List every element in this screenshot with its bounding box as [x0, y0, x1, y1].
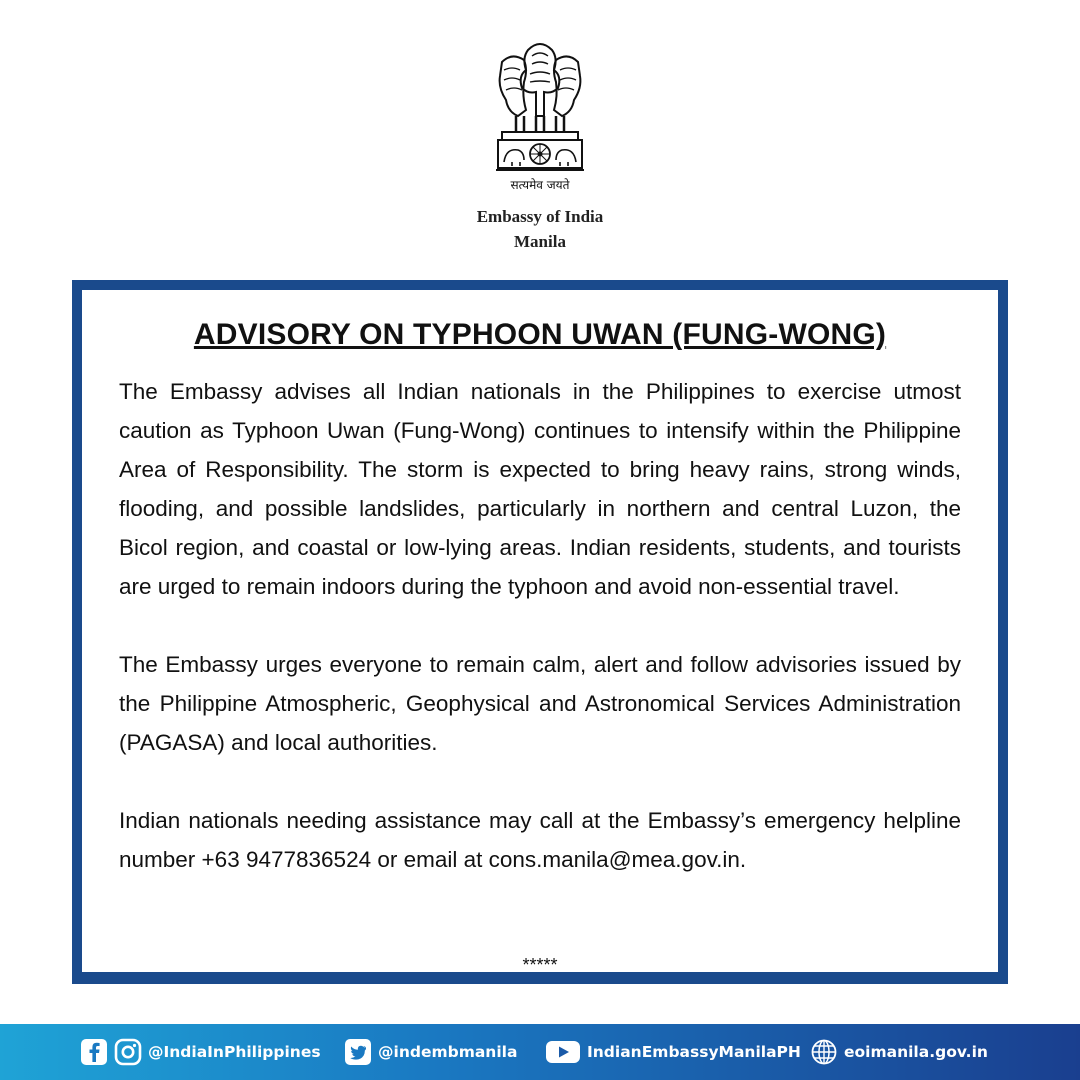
embassy-name	[400, 204, 680, 254]
instagram-icon[interactable]	[114, 1038, 142, 1066]
youtube-icon[interactable]	[545, 1038, 581, 1066]
advisory-frame	[72, 280, 1008, 984]
advisory-body	[119, 372, 961, 918]
end-mark: *****	[522, 955, 558, 975]
footer-facebook-instagram[interactable]	[80, 1038, 321, 1066]
advisory-title: ADVISORY ON TYPHOON UWAN (FUNG-WONG)	[193, 318, 887, 351]
twitter-icon[interactable]	[344, 1038, 372, 1066]
footer-youtube[interactable]	[545, 1038, 801, 1066]
youtube-channel[interactable]: IndianEmbassyManilaPH	[587, 1043, 801, 1061]
embassy-name-line2: Manila	[514, 232, 566, 251]
emblem-motto: सत्यमेव जयते	[510, 178, 570, 192]
advisory-panel	[82, 290, 998, 975]
state-emblem-icon	[488, 36, 592, 176]
facebook-instagram-handle[interactable]: @IndiaInPhilippines	[148, 1043, 321, 1061]
advisory-paragraph-3: Indian nationals needing assistance may call at the Embassy’s emergency helpline number +63 9477836524 or email at cons.manila@mea.gov.in.	[119, 808, 961, 872]
facebook-icon[interactable]	[80, 1038, 108, 1066]
advisory-paragraph-2: The Embassy urges everyone to remain calm, alert and follow advisories issued by the Philippine Atmospheric, Geophysical and Astronomical Services Administration (PAGASA) and local authorities.	[119, 652, 961, 755]
embassy-name-line1: Embassy of India	[476, 207, 604, 226]
twitter-handle[interactable]: @indembmanila	[378, 1043, 518, 1061]
footer-twitter[interactable]	[344, 1038, 517, 1066]
footer-website[interactable]	[810, 1038, 988, 1066]
website-url[interactable]: eoimanila.gov.in	[844, 1043, 988, 1061]
advisory-paragraph-1: The Embassy advises all Indian nationals in the Philippines to exercise utmost caution as Typhoon Uwan (Fung-Wong) continues to intensify within the Philippine Area of Responsibility. The storm is expected to bring heavy rains, strong winds, flooding, and possible landslides, particularly in northern and central Luzon, the Bicol region, and coastal or low-lying areas. Indian residents, students, and tourists are urged to remain indoors during the typhoon and avoid non-essential travel.	[119, 379, 961, 599]
social-footer	[0, 1024, 1080, 1080]
globe-icon[interactable]	[810, 1038, 838, 1066]
